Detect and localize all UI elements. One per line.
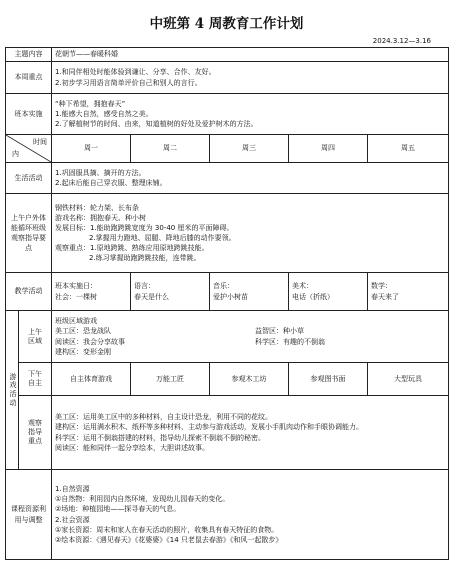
guidance-item: 建构区：运用满水积木、纸杯等多种材料，主动参与游戏活动，发展小手肌肉动作和手眼协调能力。 [55,423,363,432]
focus-content [52,62,449,94]
outdoor-item: 2.练习掌握助跑跨跳技能，连带跳。 [89,254,201,263]
area-grid [55,326,445,356]
class-activity-item: “种下希望，拥抱春天” [55,99,126,108]
resources-item: ①自然物：利用园内自然环境，发现幼儿园春天的变化。 [55,495,230,504]
day-thursday: 周四 [289,135,368,163]
teaching-topic: 社会：一棵树 [55,292,97,301]
life-item: 2.起床后能自己穿衣服、整理床铺。 [55,179,167,187]
outdoor-label: 上午户外体能循环班级观察指导要点 [6,194,52,273]
afternoon-game: 大型玩具 [368,363,449,396]
games-guidance-row [6,396,449,470]
theme-label: 主题内容 [6,48,52,62]
page-title: 中班第 4 周教育工作计划 [149,16,304,32]
class-activity-content [52,94,449,135]
games-label-text: 游戏活动 [9,372,17,407]
guidance-label-text: 观察指导重点 [28,419,42,445]
afternoon-game: 参观图书面 [289,363,368,396]
day-friday: 周五 [368,135,449,163]
day-wednesday: 周三 [210,135,289,163]
date-range: 2024.3.12—3.16 [372,37,431,45]
morning-area-label-text: 上午区域 [28,327,42,345]
class-activity-row [6,94,449,135]
resources-item: ①家长资源：周末和家人在春天活动的照片，收集具有春天特征的食物。 [55,525,279,534]
outdoor-item: 游戏名称：拥抱春天、种小树 [55,213,146,222]
area-art: 美工区：恐龙战队 [55,327,111,336]
guidance-item: 美工区：运用美工区中的多种材料，自主设计恐龙，利用不同的花纹。 [55,413,272,422]
morning-area-label [19,311,52,363]
afternoon-label-text: 下午自主 [28,370,42,387]
area-puzzle: 益智区：种小草 [255,327,304,336]
time-label: 时间 [33,138,47,146]
teaching-cell-friday [368,273,449,311]
teaching-label: 教学活动 [6,273,52,311]
outdoor-item: 2.掌握用力蹬地、屈腿、降地后膝的动作要领。 [89,234,236,242]
teaching-topic: 春天是什么 [134,292,169,301]
plan-table [5,47,449,560]
life-row [6,163,449,194]
guidance-item: 阅读区：能和同伴一起分享绘本，大胆讲述故事。 [55,443,209,452]
theme-row [6,48,449,62]
schedule-header-row [6,135,449,163]
class-activity-label: 班本实施 [6,94,52,135]
games-afternoon-row [6,363,449,396]
life-label: 生活活动 [6,163,52,194]
teaching-row [6,273,449,311]
outdoor-item: 观察重点：1.原地跨跳、熟练应用原地跨跳技能。 [55,244,209,253]
life-item: 1.巩固服具摘、摘开的方法。 [55,168,146,177]
time-content-corner [6,135,52,163]
afternoon-label [19,363,52,396]
guidance-item: 科学区：运用不倒翁搭建的材料，指导幼儿探索不倒翁不倒的秘密。 [55,433,265,442]
guidance-content [52,396,449,470]
teaching-cell-thursday [289,273,368,311]
outdoor-row [6,194,449,273]
afternoon-game: 自主体育游戏 [52,363,131,396]
content-label: 内 [12,149,19,158]
games-morning-row [6,311,449,363]
focus-label: 本周重点 [6,62,52,94]
teaching-subject: 班本实施日： [55,282,97,291]
class-activity-item: 2.了解植树节的时间、由来，知道植树的好处及爱护树木的方法。 [55,120,258,129]
resources-item: 1.自然资源 [55,485,90,494]
guidance-label [19,396,52,470]
teaching-cell-wednesday [210,273,289,311]
resources-content [52,470,449,560]
theme-value: 花朝节——春暖科婚 [52,48,449,62]
resources-item: ②绘本资源：《遇见春天》《花婆婆》《14 只老鼠去春游》《和风一起散步》 [55,535,283,544]
games-label [6,311,19,470]
teaching-cell-monday [52,273,131,311]
teaching-subject: 数学： [371,282,392,291]
outdoor-content [52,194,449,273]
resources-item: ②场地：种植园地——探寻春天的气息。 [55,505,181,514]
day-tuesday: 周二 [131,135,210,163]
teaching-topic: 电话（折纸） [292,292,334,301]
resources-row [6,470,449,560]
teaching-subject: 音乐： [213,282,234,291]
class-activity-item: 1.能感大自然，感受自然之美。 [55,109,153,118]
resources-label: 课程资源利用与调整 [6,470,52,560]
afternoon-game: 万能工匠 [131,363,210,396]
focus-item: 2.初步学习用语言简单评价自己和别人的言行。 [55,78,202,87]
outdoor-item: 钢铁材料：轮力架、长布条 [55,203,139,212]
afternoon-game: 参观木工坊 [210,363,289,396]
teaching-subject: 美术： [292,282,313,291]
focus-item: 1.和同伴相处时能体验到谦让、分享、合作、友好。 [55,68,216,77]
morning-area-content [52,311,449,363]
area-reading: 阅读区：我会分享故事 [55,337,125,346]
area-construction: 建构区：变形金刚 [55,347,111,356]
day-monday: 周一 [52,135,131,163]
teaching-topic: 爱护小树苗 [213,292,248,301]
area-empty [255,347,445,357]
teaching-topic: 春天来了 [371,292,399,301]
resources-item: 2.社会资源 [55,515,90,524]
teaching-subject: 语言： [134,282,155,291]
morning-area-heading: 班级区域游戏 [55,317,97,326]
life-content [52,163,449,194]
area-science: 科学区：有趣的不倒翁 [255,337,325,346]
teaching-cell-tuesday [131,273,210,311]
focus-row [6,62,449,94]
outdoor-item: 发展目标：1.能助跑跨跳宽度为 30-40 厘米的平面障碍。 [55,223,234,232]
